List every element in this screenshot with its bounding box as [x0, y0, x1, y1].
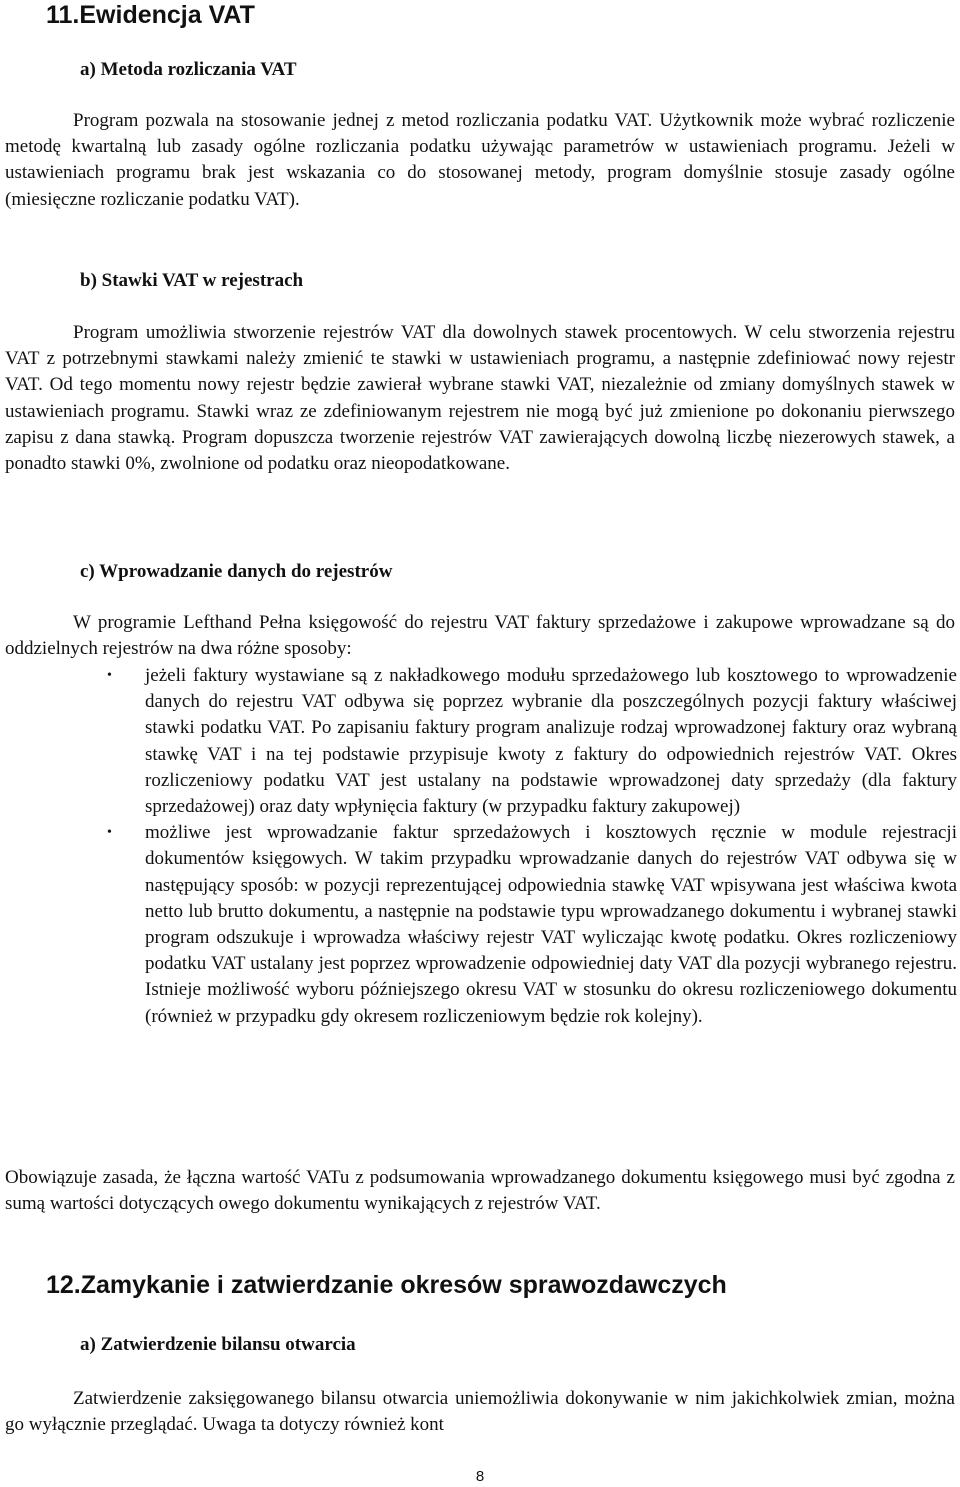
section-12-title: 12.Zamykanie i zatwierdzanie okresów sprawozdawczych	[46, 1271, 727, 1299]
section-11a-paragraph: Program pozwala na stosowanie jednej z metod rozliczania podatku VAT. Użytkownik może wybrać rozliczenie metodę kwartalną lub zasady ogólne rozliczania podatku używając parametrów w ustawieniach programu. Jeżeli w ustawieniach programu brak jest wskazania co do stosowanej metody, program domyślnie stosuje zasady ogólne (miesięczne rozliczanie podatku VAT).	[5, 110, 955, 210]
section-11c-paragraph: W programie Lefthand Pełna księgowość do rejestru VAT faktury sprzedażowe i zakupowe wprowadzane są do oddzielnych rejestrów na dwa różne sposoby:	[5, 612, 955, 660]
list-item	[0, 820, 957, 1030]
section-11c-bullet-list	[0, 663, 957, 1030]
list-item	[0, 663, 957, 820]
section-12a-paragraph: Zatwierdzenie zaksięgowanego bilansu otwarcia uniemożliwia dokonywanie w nim jakichkolwiek zmian, można go wyłącznie przeglądać. Uwaga ta dotyczy również kont	[5, 1388, 955, 1436]
bullet-icon: •	[107, 668, 112, 683]
section-11b-heading: b) Stawki VAT w rejestrach	[80, 270, 304, 291]
section-12a-heading: a) Zatwierdzenie bilansu otwarcia	[80, 1334, 356, 1355]
list-item-text: jeżeli faktury wystawiane są z nakładkowego modułu sprzedażowego lub kosztowego to wprowadzenie danych do rejestru VAT odbywa się poprzez wybranie dla poszczególnych pozycji faktury właściwej stawki podatku VAT. Po zapisaniu faktury program analizuje rodzaj wprowadzonej faktury oraz wybraną stawkę VAT i na tej podstawie przypisuje kwoty z faktury do odpowiednich rejestrów VAT. Okres rozliczeniowy podatku VAT jest ustalany na podstawie wprowadzonej daty sprzedaży (dla faktury sprzedażowej) oraz daty wpłynięcia faktury (w przypadku faktury zakupowej)	[145, 665, 957, 818]
section-11-title: 11.Ewidencja VAT	[46, 1, 255, 29]
bullet-icon: •	[107, 825, 112, 841]
section-11c-heading: c) Wprowadzanie danych do rejestrów	[80, 561, 393, 582]
section-11-closing-paragraph: Obowiązuje zasada, że łączna wartość VATu z podsumowania wprowadzanego dokumentu księgowego musi być zgodna z sumą wartości dotyczących owego dokumentu wynikających z rejestrów VAT.	[5, 1167, 955, 1215]
page-number: 8	[475, 1468, 485, 1485]
list-item-text: możliwe jest wprowadzanie faktur sprzedażowych i kosztowych ręcznie w module rejestracji dokumentów księgowych. W takim przypadku wprowadzanie danych do rejestrów VAT odbywa się w następujący sposób: w pozycji reprezentującej odpowiednia stawkę VAT wpisywana jest właściwa kwota netto lub brutto dokumentu, a następnie na podstawie typu wprowadzanego dokumentu i wybranej stawki program odszukuje i wprowadza właściwy rejestr VAT wyliczając kwotę podatku. Okres rozliczeniowy podatku VAT ustalany jest poprzez wprowadzenie odpowiedniej daty VAT dla pozycji wybranego rejestru. Istnieje możliwość wyboru późniejszego okresu VAT w stosunku do okresu rozliczeniowego dokumentu (również w przypadku gdy okresem rozliczeniowym będzie rok kolejny).	[145, 822, 957, 1027]
section-11b-paragraph: Program umożliwia stworzenie rejestrów VAT dla dowolnych stawek procentowych. W celu stworzenia rejestru VAT z potrzebnymi stawkami należy zmienić te stawki w ustawieniach programu, a następnie zdefiniować nowy rejestr VAT. Od tego momentu nowy rejestr będzie zawierał wybrane stawki VAT, niezależnie od zmiany domyślnych stawek w ustawieniach programu. Stawki wraz ze zdefiniowanym rejestrem nie mogą być już zmienione po dokonaniu pierwszego zapisu z dana stawką. Program dopuszcza tworzenie rejestrów VAT zawierających dowolną liczbę niezerowych stawek, a ponadto stawki 0%, zwolnione od podatku oraz nieopodatkowane.	[5, 322, 955, 475]
section-11a-heading: a) Metoda rozliczania VAT	[80, 59, 297, 80]
